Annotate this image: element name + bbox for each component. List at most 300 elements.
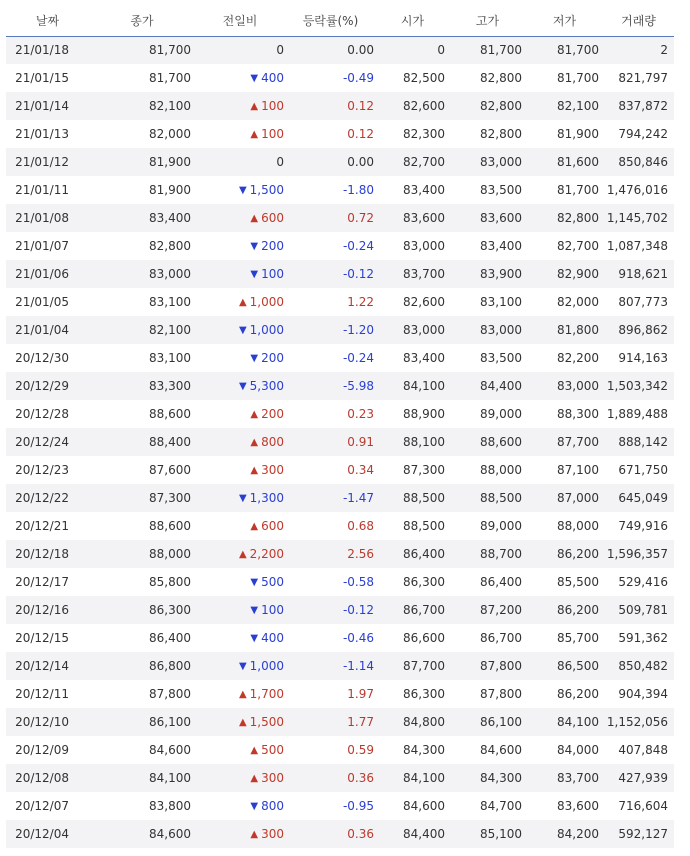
change-value: 400 (261, 71, 284, 85)
cell-date: 20/12/04 (15, 827, 69, 841)
cell-volume: 591,362 (618, 631, 668, 645)
down-arrow-icon: ▼ (250, 241, 259, 252)
cell-close: 87,300 (149, 491, 191, 505)
cell-high: 87,800 (480, 659, 522, 673)
cell-low: 82,700 (557, 239, 599, 253)
cell-high: 89,000 (480, 519, 522, 533)
table-row (6, 176, 674, 204)
cell-low: 85,700 (557, 631, 599, 645)
cell-low: 87,700 (557, 435, 599, 449)
cell-high: 87,800 (480, 687, 522, 701)
change-value: 200 (261, 239, 284, 253)
change-value: 100 (261, 99, 284, 113)
change-value: 0 (276, 155, 284, 169)
cell-high: 82,800 (480, 99, 522, 113)
cell-change-rate: -1.20 (342, 323, 374, 337)
cell-change-rate: -0.58 (342, 575, 374, 589)
cell-close: 88,400 (149, 435, 191, 449)
table-row (6, 64, 674, 92)
cell-volume: 1,889,488 (606, 407, 668, 421)
change-value: 1,500 (249, 183, 284, 197)
change-value: 0 (276, 43, 284, 58)
cell-open: 82,700 (403, 155, 445, 169)
table-header (6, 6, 674, 36)
cell-change-rate: 0.00 (347, 43, 374, 58)
change-value: 200 (261, 351, 284, 365)
table-row (6, 260, 674, 288)
table-row (6, 92, 674, 120)
cell-volume: 716,604 (618, 799, 668, 813)
cell-date: 20/12/11 (15, 687, 69, 701)
cell-change-rate: 0.72 (347, 211, 374, 225)
cell-low: 86,500 (557, 659, 599, 673)
change-value: 1,700 (249, 687, 284, 701)
down-arrow-icon: ▼ (238, 381, 247, 392)
cell-change (195, 708, 285, 736)
change-value: 500 (261, 743, 284, 757)
cell-date: 21/01/07 (15, 239, 69, 253)
cell-low: 82,200 (557, 351, 599, 365)
cell-change-rate: -1.80 (342, 183, 374, 197)
cell-close: 86,800 (149, 659, 191, 673)
change-value: 1,300 (249, 491, 284, 505)
cell-change (195, 764, 285, 792)
cell-close: 88,000 (149, 547, 191, 561)
table-row (6, 232, 674, 260)
cell-open: 88,100 (403, 435, 445, 449)
cell-volume: 794,242 (618, 127, 668, 141)
cell-low: 86,200 (557, 687, 599, 701)
cell-date: 21/01/18 (15, 43, 69, 58)
cell-open: 86,600 (403, 631, 445, 645)
up-arrow-icon: ▲ (250, 773, 259, 784)
cell-close: 84,100 (149, 771, 191, 785)
down-arrow-icon: ▼ (250, 353, 259, 364)
cell-change (195, 316, 285, 344)
cell-change-rate: 0.68 (347, 519, 374, 533)
cell-change (195, 596, 285, 624)
table-row (6, 568, 674, 596)
cell-open: 84,100 (403, 379, 445, 393)
cell-low: 81,700 (557, 43, 599, 58)
cell-close: 82,000 (149, 127, 191, 141)
cell-high: 88,500 (480, 491, 522, 505)
cell-date: 21/01/14 (15, 99, 69, 113)
cell-high: 87,200 (480, 603, 522, 617)
cell-change (195, 232, 285, 260)
up-arrow-icon: ▲ (250, 213, 259, 224)
cell-date: 20/12/18 (15, 547, 69, 561)
cell-volume: 671,750 (618, 463, 668, 477)
cell-high: 88,000 (480, 463, 522, 477)
cell-high: 85,100 (480, 827, 522, 841)
cell-change-rate: -0.24 (342, 351, 374, 365)
cell-change-rate: -1.47 (342, 491, 374, 505)
cell-volume: 837,872 (618, 99, 668, 113)
cell-volume: 509,781 (618, 603, 668, 617)
cell-change-rate: 0.12 (347, 99, 374, 113)
cell-change (195, 204, 285, 232)
cell-low: 82,900 (557, 267, 599, 281)
cell-date: 20/12/07 (15, 799, 69, 813)
cell-low: 88,300 (557, 407, 599, 421)
cell-change (195, 428, 285, 456)
cell-change-rate: 0.23 (347, 407, 374, 421)
cell-volume: 749,916 (618, 519, 668, 533)
cell-high: 83,000 (480, 155, 522, 169)
up-arrow-icon: ▲ (250, 437, 259, 448)
cell-low: 81,800 (557, 323, 599, 337)
cell-open: 83,700 (403, 267, 445, 281)
down-arrow-icon: ▼ (250, 73, 259, 84)
cell-open: 82,600 (403, 295, 445, 309)
cell-open: 86,300 (403, 687, 445, 701)
down-arrow-icon: ▼ (238, 493, 247, 504)
cell-change (195, 288, 285, 316)
cell-close: 86,400 (149, 631, 191, 645)
table-row (6, 400, 674, 428)
change-value: 100 (261, 127, 284, 141)
cell-change-rate: 2.56 (347, 547, 374, 561)
change-value: 100 (261, 267, 284, 281)
cell-change (195, 540, 285, 568)
table-row (6, 428, 674, 456)
cell-change (195, 400, 285, 428)
cell-change (195, 652, 285, 680)
cell-high: 82,800 (480, 71, 522, 85)
cell-change (195, 148, 285, 176)
table-body (6, 36, 674, 848)
cell-high: 83,000 (480, 323, 522, 337)
cell-volume: 1,503,342 (606, 379, 668, 393)
down-arrow-icon: ▼ (250, 801, 259, 812)
cell-change-rate: 0.36 (347, 771, 374, 785)
cell-volume: 1,145,702 (606, 211, 668, 225)
header-volume: 거래량 (621, 14, 656, 29)
cell-close: 83,100 (149, 295, 191, 309)
cell-volume: 1,596,357 (606, 547, 668, 561)
cell-change-rate: 0.91 (347, 435, 374, 449)
cell-volume: 2 (660, 43, 668, 58)
cell-open: 88,500 (403, 519, 445, 533)
cell-open: 82,300 (403, 127, 445, 141)
cell-change-rate: -0.49 (342, 71, 374, 85)
cell-close: 83,400 (149, 211, 191, 225)
cell-date: 21/01/06 (15, 267, 69, 281)
change-value: 5,300 (249, 379, 284, 393)
down-arrow-icon: ▼ (250, 577, 259, 588)
change-value: 1,000 (249, 323, 284, 337)
up-arrow-icon: ▲ (250, 465, 259, 476)
table-row (6, 792, 674, 820)
table-row (6, 540, 674, 568)
cell-change (195, 120, 285, 148)
up-arrow-icon: ▲ (238, 689, 247, 700)
cell-change-rate: 0.36 (347, 827, 374, 841)
up-arrow-icon: ▲ (250, 829, 259, 840)
cell-close: 86,300 (149, 603, 191, 617)
cell-volume: 592,127 (618, 827, 668, 841)
cell-change (195, 64, 285, 92)
cell-date: 20/12/10 (15, 715, 69, 729)
change-value: 500 (261, 575, 284, 589)
table-row (6, 764, 674, 792)
change-value: 600 (261, 519, 284, 533)
cell-close: 81,700 (149, 71, 191, 85)
table-row (6, 596, 674, 624)
change-value: 1,500 (249, 715, 284, 729)
cell-change-rate: -0.12 (342, 603, 374, 617)
cell-open: 87,300 (403, 463, 445, 477)
header-open: 시가 (400, 14, 425, 29)
cell-open: 0 (437, 43, 445, 58)
cell-close: 83,800 (149, 799, 191, 813)
cell-high: 84,600 (480, 743, 522, 757)
cell-change-rate: 1.77 (347, 715, 374, 729)
cell-open: 84,800 (403, 715, 445, 729)
cell-low: 84,200 (557, 827, 599, 841)
cell-open: 86,300 (403, 575, 445, 589)
cell-low: 84,100 (557, 715, 599, 729)
change-value: 1,000 (249, 659, 284, 673)
change-value: 100 (261, 603, 284, 617)
cell-high: 84,300 (480, 771, 522, 785)
down-arrow-icon: ▼ (238, 325, 247, 336)
cell-high: 84,700 (480, 799, 522, 813)
cell-low: 83,600 (557, 799, 599, 813)
change-value: 800 (261, 435, 284, 449)
table-row (6, 372, 674, 400)
up-arrow-icon: ▲ (238, 297, 247, 308)
cell-close: 81,700 (149, 43, 191, 58)
header-close: 종가 (130, 14, 154, 29)
change-value: 800 (261, 799, 284, 813)
cell-change-rate: -5.98 (342, 379, 374, 393)
cell-low: 84,000 (557, 743, 599, 757)
cell-open: 83,000 (403, 239, 445, 253)
cell-high: 83,500 (480, 351, 522, 365)
cell-low: 86,200 (557, 547, 599, 561)
cell-date: 20/12/30 (15, 351, 69, 365)
cell-date: 21/01/05 (15, 295, 69, 309)
cell-volume: 427,939 (618, 771, 668, 785)
cell-close: 83,300 (149, 379, 191, 393)
cell-low: 83,700 (557, 771, 599, 785)
cell-low: 86,200 (557, 603, 599, 617)
cell-low: 88,000 (557, 519, 599, 533)
price-history-table (6, 6, 674, 848)
cell-open: 84,600 (403, 799, 445, 813)
cell-open: 84,300 (403, 743, 445, 757)
cell-volume: 904,394 (618, 687, 668, 701)
header-low: 저가 (552, 14, 577, 29)
cell-volume: 888,142 (618, 435, 668, 449)
up-arrow-icon: ▲ (250, 129, 259, 140)
cell-close: 82,100 (149, 99, 191, 113)
cell-high: 88,600 (480, 435, 522, 449)
cell-open: 83,400 (403, 183, 445, 197)
cell-date: 20/12/24 (15, 435, 69, 449)
table-row (6, 344, 674, 372)
cell-date: 20/12/28 (15, 407, 69, 421)
down-arrow-icon: ▼ (250, 269, 259, 280)
table-row (6, 148, 674, 176)
cell-date: 20/12/22 (15, 491, 69, 505)
cell-high: 86,700 (480, 631, 522, 645)
cell-low: 85,500 (557, 575, 599, 589)
cell-change (195, 624, 285, 652)
cell-date: 20/12/16 (15, 603, 69, 617)
cell-volume: 1,152,056 (606, 715, 668, 729)
cell-high: 83,100 (480, 295, 522, 309)
cell-change-rate: -0.46 (342, 631, 374, 645)
table-row (6, 120, 674, 148)
cell-volume: 850,482 (618, 659, 668, 673)
cell-date: 20/12/29 (15, 379, 69, 393)
cell-date: 21/01/12 (15, 155, 69, 169)
cell-change (195, 792, 285, 820)
table-row (6, 204, 674, 232)
cell-high: 82,800 (480, 127, 522, 141)
cell-change (195, 820, 285, 848)
cell-change-rate: -0.95 (342, 799, 374, 813)
table-row (6, 820, 674, 848)
cell-open: 82,500 (403, 71, 445, 85)
cell-high: 89,000 (480, 407, 522, 421)
cell-change (195, 92, 285, 120)
cell-date: 20/12/17 (15, 575, 69, 589)
change-value: 1,000 (249, 295, 284, 309)
cell-volume: 896,862 (618, 323, 668, 337)
cell-open: 88,500 (403, 491, 445, 505)
cell-low: 83,000 (557, 379, 599, 393)
cell-volume: 914,163 (618, 351, 668, 365)
up-arrow-icon: ▲ (238, 549, 247, 560)
cell-low: 82,000 (557, 295, 599, 309)
change-value: 600 (261, 211, 284, 225)
cell-change (195, 568, 285, 596)
cell-close: 88,600 (149, 519, 191, 533)
cell-volume: 645,049 (618, 491, 668, 505)
cell-low: 81,900 (557, 127, 599, 141)
header-change: 전일비 (222, 14, 258, 29)
change-value: 300 (261, 771, 284, 785)
header-date: 날짜 (35, 14, 60, 29)
down-arrow-icon: ▼ (250, 633, 259, 644)
cell-high: 81,700 (480, 43, 522, 58)
table-row (6, 456, 674, 484)
cell-close: 81,900 (149, 183, 191, 197)
table-row (6, 708, 674, 736)
change-value: 2,200 (249, 547, 284, 561)
cell-volume: 918,621 (618, 267, 668, 281)
cell-change-rate: 0.12 (347, 127, 374, 141)
header-row (6, 6, 674, 36)
cell-open: 86,700 (403, 603, 445, 617)
cell-close: 86,100 (149, 715, 191, 729)
cell-date: 20/12/14 (15, 659, 69, 673)
cell-low: 81,600 (557, 155, 599, 169)
table-row (6, 288, 674, 316)
cell-change (195, 680, 285, 708)
cell-date: 20/12/21 (15, 519, 69, 533)
cell-high: 83,600 (480, 211, 522, 225)
header-change-rate: 등락률(%) (302, 14, 359, 29)
down-arrow-icon: ▼ (250, 605, 259, 616)
cell-change (195, 176, 285, 204)
change-value: 200 (261, 407, 284, 421)
cell-change (195, 456, 285, 484)
table-row (6, 512, 674, 540)
up-arrow-icon: ▲ (250, 409, 259, 420)
cell-change-rate: 1.97 (347, 687, 374, 701)
change-value: 400 (261, 631, 284, 645)
cell-low: 82,100 (557, 99, 599, 113)
up-arrow-icon: ▲ (250, 101, 259, 112)
cell-low: 82,800 (557, 211, 599, 225)
cell-open: 83,400 (403, 351, 445, 365)
cell-date: 21/01/08 (15, 211, 69, 225)
cell-volume: 807,773 (618, 295, 668, 309)
cell-change (195, 736, 285, 764)
header-high: 고가 (475, 14, 500, 29)
cell-volume: 821,797 (618, 71, 668, 85)
cell-high: 86,400 (480, 575, 522, 589)
cell-close: 87,800 (149, 687, 191, 701)
up-arrow-icon: ▲ (238, 717, 247, 728)
cell-open: 82,600 (403, 99, 445, 113)
cell-open: 83,600 (403, 211, 445, 225)
cell-high: 84,400 (480, 379, 522, 393)
cell-date: 20/12/08 (15, 771, 69, 785)
cell-volume: 850,846 (618, 155, 668, 169)
table-row (6, 484, 674, 512)
cell-high: 83,900 (480, 267, 522, 281)
cell-open: 84,400 (403, 827, 445, 841)
cell-close: 83,100 (149, 351, 191, 365)
down-arrow-icon: ▼ (238, 661, 247, 672)
cell-open: 86,400 (403, 547, 445, 561)
change-value: 300 (261, 463, 284, 477)
cell-open: 88,900 (403, 407, 445, 421)
cell-date: 21/01/15 (15, 71, 69, 85)
cell-high: 86,100 (480, 715, 522, 729)
cell-close: 81,900 (149, 155, 191, 169)
cell-volume: 529,416 (618, 575, 668, 589)
cell-volume: 1,476,016 (606, 183, 668, 197)
cell-date: 21/01/11 (15, 183, 69, 197)
cell-low: 81,700 (557, 183, 599, 197)
table-row (6, 316, 674, 344)
cell-change-rate: -0.24 (342, 239, 374, 253)
change-value: 300 (261, 827, 284, 841)
down-arrow-icon: ▼ (238, 185, 247, 196)
cell-change-rate: 0.59 (347, 743, 374, 757)
cell-change (195, 484, 285, 512)
price-history-table-container (6, 6, 674, 848)
table-row (6, 36, 674, 64)
table-row (6, 680, 674, 708)
cell-high: 83,500 (480, 183, 522, 197)
cell-volume: 1,087,348 (606, 239, 668, 253)
cell-date: 21/01/13 (15, 127, 69, 141)
cell-high: 88,700 (480, 547, 522, 561)
table-row (6, 652, 674, 680)
cell-change-rate: 0.34 (347, 463, 374, 477)
cell-change-rate: 1.22 (347, 295, 374, 309)
cell-volume: 407,848 (618, 743, 668, 757)
cell-close: 83,000 (149, 267, 191, 281)
